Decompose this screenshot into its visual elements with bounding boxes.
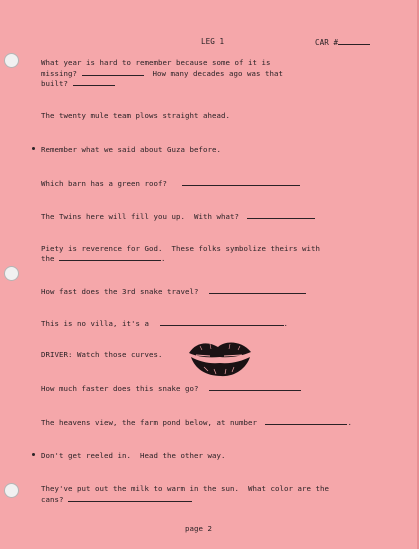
q12-text: Don't get reeled in. Head the other way. (41, 451, 226, 460)
q13-blank[interactable] (68, 494, 192, 502)
q4-blank[interactable] (182, 178, 300, 186)
q7-line: How fast does the 3rd snake travel? (41, 286, 306, 296)
q2-text: The twenty mule team plows straight ahead. (41, 111, 230, 120)
q8-blank[interactable] (160, 318, 284, 326)
q5-line: The Twins here will fill you up. With what? (41, 211, 315, 221)
leg-title: LEG 1 (201, 37, 225, 46)
q13-line2: cans? (41, 494, 192, 504)
binder-hole-bottom (4, 483, 19, 498)
binder-hole-middle (4, 266, 19, 281)
q9-driver-note: DRIVER: Watch those curves. (41, 350, 163, 359)
q6-line2: the . (41, 254, 166, 263)
car-number-blank[interactable] (338, 37, 370, 45)
q6-line1: Piety is reverence for God. These folks symbolize theirs with (41, 244, 320, 253)
q13-line1: They've put out the milk to warm in the sun. What color are the (41, 484, 329, 493)
bullet-q3 (32, 147, 35, 150)
binder-hole-top (4, 53, 19, 68)
q1-line2: missing? How many decades ago was that (41, 69, 283, 78)
q1-line1: What year is hard to remember because some of it is (41, 58, 271, 67)
bullet-q12 (32, 453, 35, 456)
q3-text: Remember what we said about Guza before. (41, 145, 221, 154)
q1-decades-blank[interactable] (73, 78, 115, 86)
q11-blank[interactable] (265, 417, 347, 425)
q5-blank[interactable] (247, 211, 315, 219)
q4-line: Which barn has a green roof? (41, 178, 300, 188)
q6-blank[interactable] (59, 253, 161, 261)
q1-year-blank[interactable] (82, 68, 144, 76)
q1-line3: built? (41, 78, 115, 88)
q10-blank[interactable] (209, 383, 301, 391)
lipstick-kiss-icon (186, 338, 254, 380)
q8-line: This is no villa, it's a . (41, 319, 288, 328)
q11-line: The heavens view, the farm pond below, at number . (41, 418, 352, 427)
q7-blank[interactable] (209, 286, 306, 294)
car-number-label: CAR # (315, 37, 370, 47)
q10-line: How much faster does this snake go? (41, 383, 301, 393)
page-number: page 2 (185, 524, 212, 533)
